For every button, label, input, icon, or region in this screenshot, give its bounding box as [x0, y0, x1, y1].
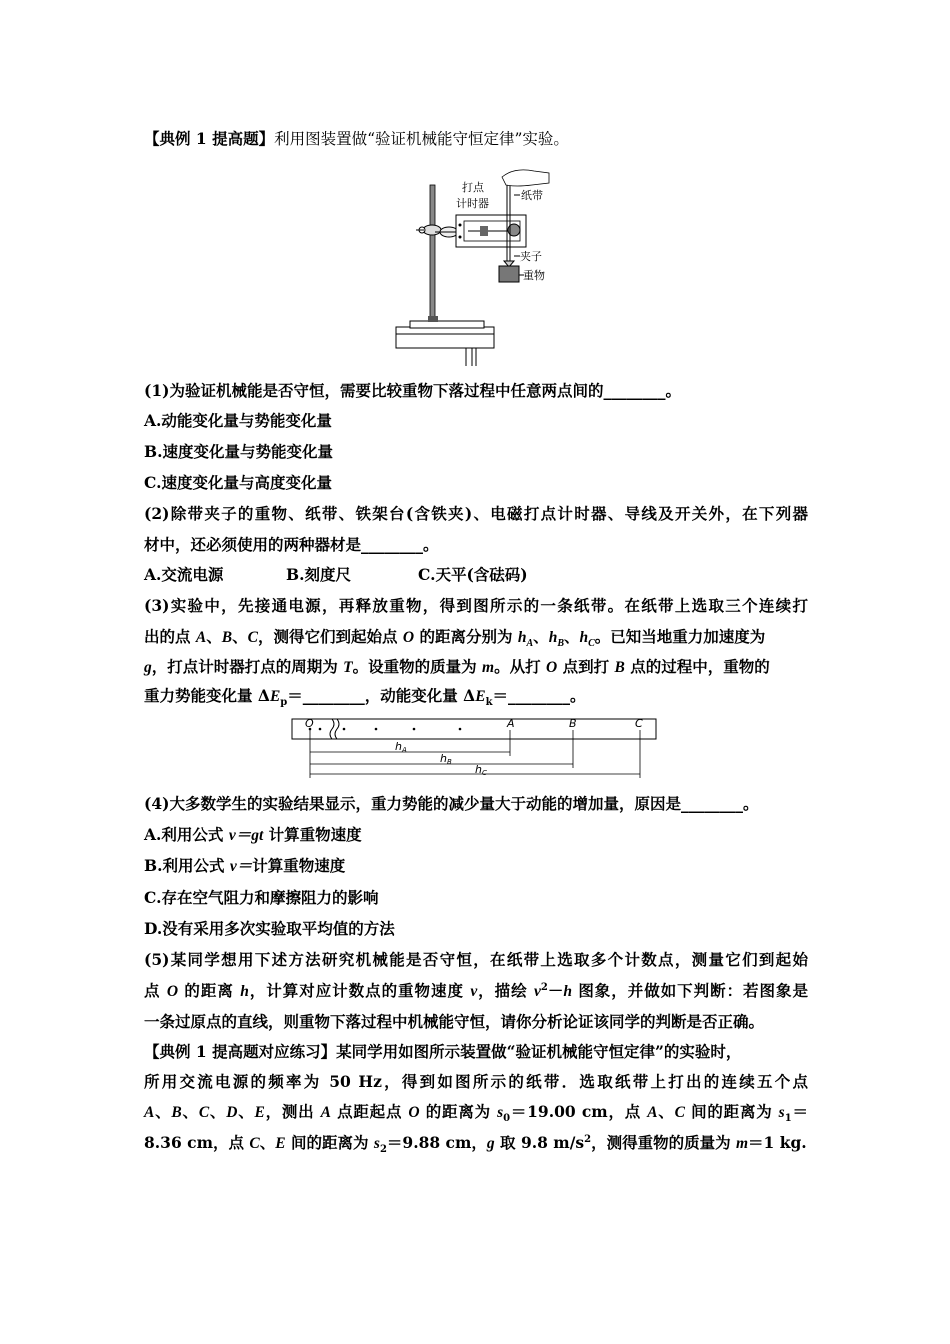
q2-options [144, 565, 528, 585]
tape-label-hc: hC [475, 763, 487, 777]
tape-label-ha: hA [395, 740, 407, 754]
apparatus-figure [394, 163, 554, 368]
title-bracket: 【典例 1 提高题】 [144, 129, 275, 148]
label-clip: 夹子 [520, 250, 542, 263]
q4-stem: (4)大多数学生的实验结果显示，重力势能的减少量大于动能的增加量，原因是________。 [144, 794, 759, 813]
label-timer-2: 计时器 [456, 197, 489, 210]
title-text: 利用图装置做“验证机械能守恒定律”实验。 [274, 130, 569, 148]
practice-line3: A、B、C、D、E，测出 A 点距起点 O 的距离为 $s_0=19.00$ cm，点 A、C 间的距离为 $s_1=$ [144, 1102, 808, 1125]
title-line [144, 129, 569, 149]
q1-option-a: A.动能变化量与势能变化量 [144, 411, 332, 430]
q4-option-d: D.没有采用多次实验取平均值的方法 [144, 919, 395, 938]
q3-line4: 重力势能变化量 $\Delta E_p=\_\_\_\_\_\_\_\_$，动能变化量 $\Delta E_k=\_\_\_\_\_\_\_\_$。 [144, 686, 586, 709]
label-timer-1: 打点 [462, 181, 484, 194]
q2-option-b: B.刻度尺 [286, 565, 351, 584]
q4-option-c: C.存在空气阻力和摩擦阻力的影响 [144, 888, 379, 907]
label-tape: 纸带 [521, 189, 543, 202]
tape-point-b: B [569, 717, 577, 730]
q1-stem: (1)为验证机械能是否守恒，需要比较重物下落过程中任意两点间的________。 [144, 381, 681, 400]
tape-point-a: A [507, 717, 515, 730]
q3-line1: (3)实验中，先接通电源，再释放重物，得到图所示的一条纸带。在纸带上选取三个连续打 [144, 596, 808, 615]
q5-line3: 一条过原点的直线，则重物下落过程中机械能守恒，请你分析论证该同学的判断是否正确。 [144, 1012, 765, 1031]
tape-point-c: C [635, 717, 643, 730]
q3-line2: 出的点 A、B、C，测得它们到起始点 O 的距离分别为 $h_A$、$h_B$、$h_C$。已知当地重力加速度为 [144, 627, 766, 650]
q1-option-c: C.速度变化量与高度变化量 [144, 473, 332, 492]
practice-bracket: 【典例 1 提高题对应练习】 [144, 1042, 337, 1061]
q2-stem-line1: (2)除带夹子的重物、纸带、铁架台(含铁夹)、电磁打点计时器、导线及开关外，在下列器 [144, 504, 808, 523]
q1-option-b: B.速度变化量与势能变化量 [144, 442, 333, 461]
q2-stem-line2: 材中，还必须使用的两种器材是________。 [144, 535, 439, 554]
tape-label-hb: hB [440, 752, 452, 766]
q5-line2: 点 O 的距离 h，计算对应计数点的重物速度 v，描绘 $v^2-h$ 图象，并做如下判断：若图象是 [144, 981, 808, 1000]
practice-line2: 所用交流电源的频率为 50 Hz，得到如图所示的纸带．选取纸带上打出的连续五个点 [144, 1072, 808, 1091]
tape-figure [290, 716, 660, 782]
q5-line1: (5)某同学想用下述方法研究机械能是否守恒，在纸带上选取多个计数点，测量它们到起始 [144, 950, 808, 969]
tape-point-o: O [305, 717, 314, 730]
q4-option-b: B.利用公式 v＝计算重物速度 [144, 856, 346, 875]
practice-line4: 8.36 cm，点 C、E 间的距离为 $s_2=9.88$ cm，g 取 9.8 $m/s^2$，测得重物的质量为 m＝1 kg. [144, 1133, 807, 1156]
q2-option-c: C.天平(含砝码) [418, 565, 528, 584]
q4-option-a: A.利用公式 v＝gt 计算重物速度 [144, 825, 362, 844]
q3-line3: g，打点计时器打点的周期为 T。设重物的质量为 m。从打 O 点到打 B 点的过程中，重物的 [144, 657, 770, 676]
practice-line1: 【典例 1 提高题对应练习】某同学用如图所示装置做“验证机械能守恒定律”的实验时， [144, 1042, 742, 1061]
q2-option-a: A.交流电源 [144, 565, 224, 584]
label-weight: 重物 [523, 269, 545, 282]
